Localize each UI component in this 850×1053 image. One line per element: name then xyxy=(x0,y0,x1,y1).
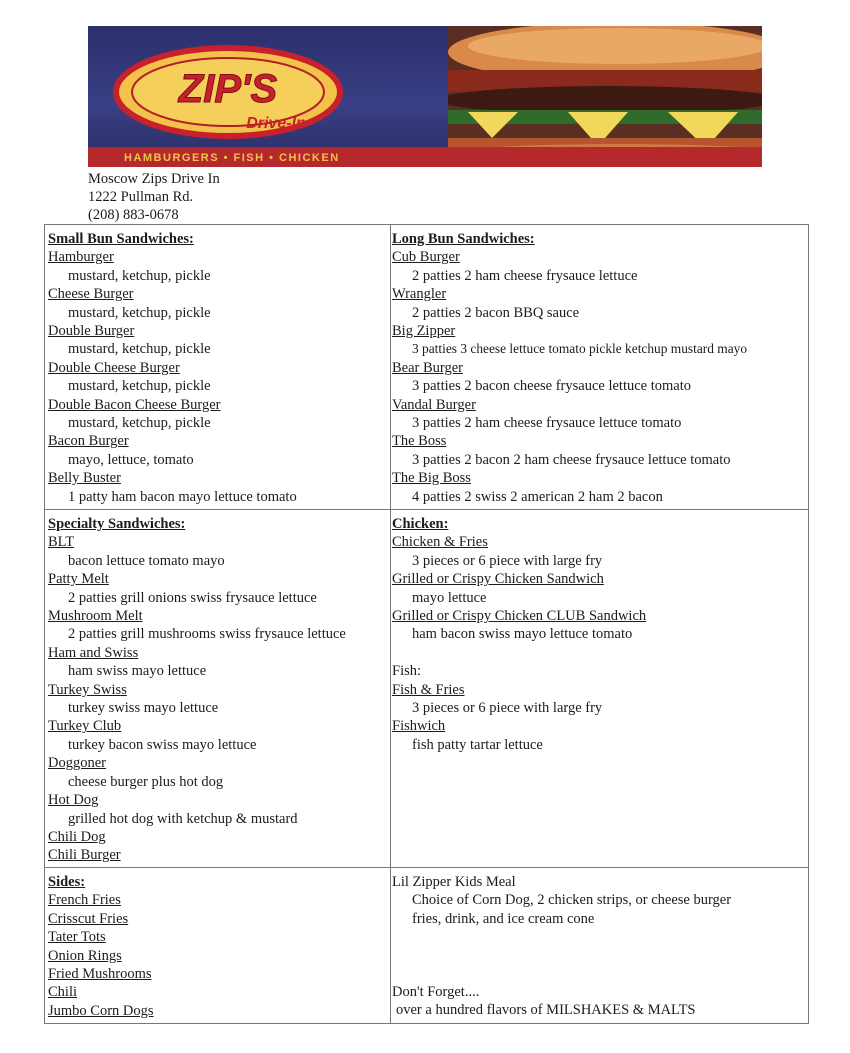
side-item: Crisscut Fries xyxy=(48,910,129,927)
dont-forget-heading: Don't Forget.... xyxy=(392,984,480,1000)
side-item: Tater Tots xyxy=(48,929,106,946)
street-address: 1222 Pullman Rd. xyxy=(88,189,194,205)
menu-item-desc: 3 patties 2 ham cheese frysauce lettuce tomato xyxy=(412,415,682,432)
zips-logo xyxy=(108,40,348,150)
small-bun-section xyxy=(48,230,297,506)
specialty-section xyxy=(48,515,346,865)
menu-item-desc: 2 patties 2 ham cheese frysauce lettuce xyxy=(412,267,638,284)
banner-tagline: HAMBURGERS • FISH • CHICKEN xyxy=(124,152,340,164)
menu-item-desc: mustard, ketchup, pickle xyxy=(68,415,211,432)
menu-item-desc: 1 patty ham bacon mayo lettuce tomato xyxy=(68,488,297,505)
menu-item-desc: 2 patties grill onions swiss frysauce lettuce xyxy=(68,589,317,606)
menu-item-name: Cub Burger xyxy=(392,249,460,266)
menu-item-name: The Boss xyxy=(392,433,447,450)
kids-meal-section xyxy=(392,873,731,928)
menu-item-name: Fish & Fries xyxy=(392,681,465,698)
fish-heading: Fish: xyxy=(392,663,422,680)
menu-item-desc: cheese burger plus hot dog xyxy=(68,773,224,790)
menu-item-desc: 2 patties grill mushrooms swiss frysauce lettuce xyxy=(68,626,346,643)
section-heading: Small Bun Sandwiches: xyxy=(48,231,194,247)
side-item: Jumbo Corn Dogs xyxy=(48,1002,154,1019)
section-heading: Sides: xyxy=(48,874,86,890)
menu-item-name: Turkey Swiss xyxy=(48,681,127,698)
restaurant-address xyxy=(88,170,220,224)
menu-item-name: Patty Melt xyxy=(48,571,109,588)
menu-item-name: Hot Dog xyxy=(48,792,99,809)
menu-item-desc: mayo lettuce xyxy=(412,589,487,606)
kids-meal-line: Choice of Corn Dog, 2 chicken strips, or cheese burger xyxy=(412,892,732,909)
menu-item-name: Double Burger xyxy=(48,323,135,340)
row-divider xyxy=(45,509,808,510)
menu-item-desc: fish patty tartar lettuce xyxy=(412,736,543,753)
header-banner xyxy=(88,26,762,167)
menu-item-name: Chicken & Fries xyxy=(392,534,488,551)
menu-item-desc: 3 pieces or 6 piece with large fry xyxy=(412,700,603,717)
spacer xyxy=(392,644,646,662)
menu-item-desc: 3 patties 2 bacon 2 ham cheese frysauce lettuce tomato xyxy=(412,451,731,468)
menu-item-name: Double Bacon Cheese Burger xyxy=(48,396,221,413)
menu-item-name: Chili Dog xyxy=(48,828,106,845)
menu-item-desc: turkey bacon swiss mayo lettuce xyxy=(68,736,257,753)
menu-item-name: Ham and Swiss xyxy=(48,644,139,661)
menu-item-name: Double Cheese Burger xyxy=(48,359,180,376)
logo-text: ZIP'S xyxy=(178,67,278,111)
menu-item-desc: ham bacon swiss mayo lettuce tomato xyxy=(412,626,633,643)
menu-item-desc: ham swiss mayo lettuce xyxy=(68,663,207,680)
menu-item-desc: 2 patties 2 bacon BBQ sauce xyxy=(412,304,580,321)
menu-item-desc: mustard, ketchup, pickle xyxy=(68,341,211,358)
menu-item-name: Hamburger xyxy=(48,249,114,266)
kids-meal-line: fries, drink, and ice cream cone xyxy=(412,910,595,927)
milkshake-note: over a hundred flavors of MILSHAKES & MALTS xyxy=(396,1002,696,1019)
side-item: Onion Rings xyxy=(48,947,122,964)
menu-item-name: Chili Burger xyxy=(48,847,121,864)
menu-item-name: Turkey Club xyxy=(48,718,122,735)
burger-photo xyxy=(448,26,762,167)
side-item: Chili xyxy=(48,984,78,1001)
side-item: French Fries xyxy=(48,892,121,909)
menu-item-name: Big Zipper xyxy=(392,323,456,340)
side-item: Fried Mushrooms xyxy=(48,966,152,983)
menu-item-desc: mustard, ketchup, pickle xyxy=(68,378,211,395)
menu-item-name: Bear Burger xyxy=(392,359,463,376)
menu-item-name: Vandal Burger xyxy=(392,396,476,413)
logo-sub-text: Drive-In xyxy=(246,115,306,132)
menu-item-desc: 4 patties 2 swiss 2 american 2 ham 2 bacon xyxy=(412,488,663,505)
section-heading: Chicken: xyxy=(392,516,449,532)
menu-item-desc: grilled hot dog with ketchup & mustard xyxy=(68,810,298,827)
phone-number: (208) 883-0678 xyxy=(88,207,179,223)
sides-section xyxy=(48,873,154,1020)
section-heading: Specialty Sandwiches: xyxy=(48,516,186,532)
dont-forget-section xyxy=(392,983,696,1020)
menu-item-desc: turkey swiss mayo lettuce xyxy=(68,700,219,717)
chicken-fish-section xyxy=(392,515,646,754)
row-divider xyxy=(45,867,808,868)
menu-item-name: Bacon Burger xyxy=(48,433,129,450)
menu-item-desc: bacon lettuce tomato mayo xyxy=(68,552,225,569)
menu-item-desc: mayo, lettuce, tomato xyxy=(68,451,194,468)
long-bun-section xyxy=(392,230,747,506)
menu-item-name: Wrangler xyxy=(392,286,447,303)
menu-item-name: Fishwich xyxy=(392,718,446,735)
menu-item-desc: 3 pieces or 6 piece with large fry xyxy=(412,552,603,569)
menu-item-name: BLT xyxy=(48,534,75,551)
menu-item-desc: 3 patties 3 cheese lettuce tomato pickle ketchup mustard mayo xyxy=(412,341,748,357)
menu-item-name: Grilled or Crispy Chicken CLUB Sandwich xyxy=(392,608,647,625)
menu-item-name: Belly Buster xyxy=(48,470,121,487)
menu-item-name: Mushroom Melt xyxy=(48,608,143,625)
menu-item-name: Doggoner xyxy=(48,755,106,772)
restaurant-name: Moscow Zips Drive In xyxy=(88,171,220,187)
menu-table xyxy=(44,224,809,1024)
menu-item-name: Grilled or Crispy Chicken Sandwich xyxy=(392,571,604,588)
kids-meal-title: Lil Zipper Kids Meal xyxy=(392,874,516,890)
menu-item-name: Cheese Burger xyxy=(48,286,134,303)
column-divider xyxy=(390,225,391,1023)
menu-item-desc: 3 patties 2 bacon cheese frysauce lettuce tomato xyxy=(412,378,692,395)
section-heading: Long Bun Sandwiches: xyxy=(392,231,535,247)
menu-item-desc: mustard, ketchup, pickle xyxy=(68,304,211,321)
menu-item-desc: mustard, ketchup, pickle xyxy=(68,267,211,284)
menu-item-name: The Big Boss xyxy=(392,470,471,487)
